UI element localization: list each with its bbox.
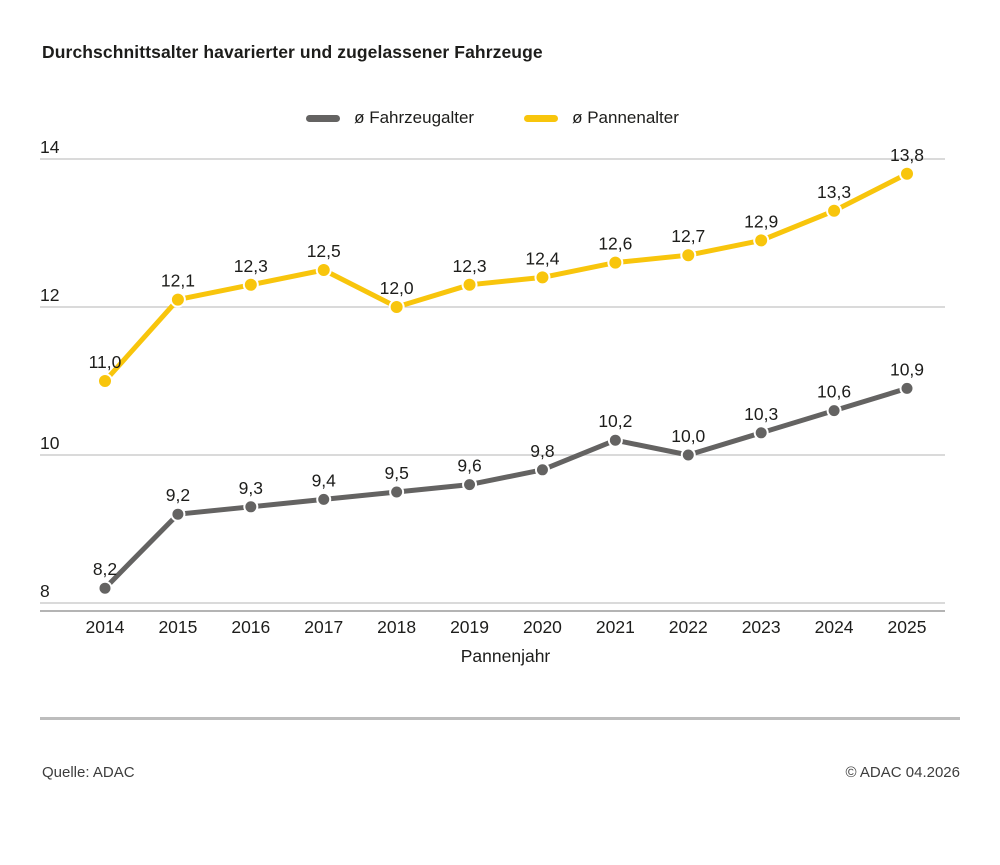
data-point: [244, 278, 258, 292]
x-tick-label: 2017: [304, 617, 344, 637]
legend-label-fahrzeugalter: ø Fahrzeugalter: [354, 108, 475, 127]
data-label: 13,3: [817, 181, 852, 202]
data-point: [754, 233, 768, 247]
data-label: 13,8: [889, 144, 925, 165]
data-label: 9,2: [165, 485, 191, 506]
data-point: [171, 293, 185, 307]
x-axis-title: Pannenjahr: [460, 646, 551, 666]
data-label: 12,6: [598, 233, 633, 254]
data-point: [390, 300, 404, 314]
x-tick-label: 2023: [741, 617, 781, 637]
data-label: 9,4: [311, 470, 336, 491]
data-point: [390, 486, 403, 499]
data-point: [828, 404, 841, 417]
series-line-1: [105, 174, 907, 381]
data-label: 12,0: [379, 278, 414, 298]
data-label: 11,0: [88, 352, 122, 372]
data-point: [535, 270, 549, 284]
x-tick-label: 2025: [887, 617, 927, 637]
data-label: 9,5: [384, 463, 409, 483]
data-point: [536, 463, 549, 476]
data-point: [901, 382, 914, 395]
x-tick-label: 2015: [158, 617, 198, 637]
series-line-0: [105, 388, 907, 588]
data-label: 10,3: [744, 403, 779, 424]
page-title: Durchschnittsalter havarierter und zugelassener Fahrzeuge: [42, 42, 543, 62]
footer-divider: [40, 717, 960, 720]
data-point: [317, 263, 331, 277]
data-point: [681, 248, 695, 262]
data-label: 10,9: [889, 359, 925, 380]
data-label: 10,6: [817, 381, 852, 402]
x-tick-label: 2016: [231, 617, 271, 637]
data-point: [171, 508, 184, 521]
data-label: 8,2: [92, 559, 118, 580]
data-point: [827, 204, 841, 218]
data-point: [609, 434, 622, 447]
data-label: 12,7: [671, 226, 706, 247]
data-point: [463, 278, 477, 292]
legend-label-pannenalter: ø Pannenalter: [572, 108, 679, 127]
data-point: [99, 582, 112, 595]
x-tick-label: 2014: [85, 617, 125, 637]
x-tick-label: 2020: [522, 617, 562, 637]
data-label: 10,0: [671, 426, 706, 446]
data-point: [98, 374, 112, 388]
x-tick-label: 2024: [814, 617, 854, 637]
data-label: 12,5: [306, 241, 341, 261]
copyright-note: © ADAC 04.2026: [845, 764, 960, 781]
data-point: [317, 493, 330, 506]
y-tick-label: 14: [40, 137, 60, 157]
y-tick-label: 12: [40, 285, 60, 305]
x-tick-label: 2019: [450, 617, 490, 637]
data-point: [463, 478, 476, 491]
data-label: 12,3: [452, 255, 487, 276]
data-label: 12,1: [160, 270, 195, 291]
x-tick-label: 2021: [595, 617, 635, 637]
data-point: [755, 426, 768, 439]
data-point: [682, 449, 695, 462]
data-label: 9,8: [530, 440, 555, 461]
data-point: [900, 167, 914, 181]
y-tick-label: 10: [40, 433, 60, 453]
data-label: 9,3: [238, 477, 263, 498]
data-label: 12,3: [233, 255, 268, 276]
data-label: 12,9: [744, 211, 779, 232]
x-tick-label: 2018: [377, 617, 417, 637]
source-note: Quelle: ADAC: [42, 764, 135, 781]
data-point: [608, 256, 622, 270]
data-label: 9,6: [457, 455, 482, 476]
data-point: [244, 500, 257, 513]
y-tick-label: 8: [40, 581, 50, 601]
data-label: 10,2: [598, 411, 633, 432]
data-label: 12,4: [525, 248, 560, 269]
x-tick-label: 2022: [668, 617, 708, 637]
